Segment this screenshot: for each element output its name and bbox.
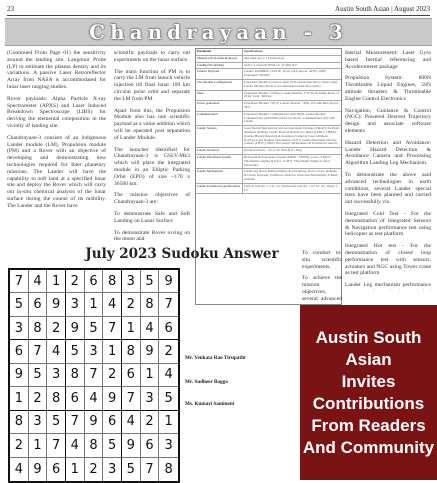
sudoku-cell: 2 [141, 411, 160, 434]
sudoku-cell: 5 [141, 270, 160, 293]
ad-line: And Community [302, 437, 435, 457]
sudoku-cell: 7 [66, 411, 85, 434]
paragraph: Integrated Cold Test - For the demonstration of Integrated Sensors & Navigation performance test using helicopter as test platform [345, 210, 431, 238]
spec-key: Lander Mechanisms [196, 169, 243, 182]
article-title: Chandrayaan - 3 [89, 20, 348, 44]
spec-value: Reaction wheels – 4 nos (10 Nms & 0.1 Nm) [244, 148, 302, 153]
paragraph: To demonstrate Rover roving on the moon and [114, 229, 190, 243]
spec-value: Propulsion Module: Communicates with IDSN; Lander Module: Communicates with IDSN and Rover; Rover: Communicates only with Lander [244, 111, 336, 124]
paragraph: To demonstrate Safe and Soft Landing on Lunar Surface [114, 210, 190, 224]
ad-line: From Readers [311, 415, 426, 435]
sudoku-cell: 8 [29, 317, 48, 340]
sudoku-cell: 1 [47, 270, 66, 293]
sudoku-cell: 3 [141, 387, 160, 410]
sudoku-cell: 8 [85, 434, 104, 457]
paragraph: To demonstrate the above said advanced technologies in earth conditions, several Lander special tests have been planned and carried out successfully viz. [345, 171, 431, 206]
sudoku-cell: 8 [141, 293, 160, 316]
spec-header-row [196, 49, 341, 56]
spec-row [196, 80, 341, 91]
paragraph: Apart from this, the Propulsion Module also has one scientific payload as a value addition which will be operated post separation of Lander Module. [114, 107, 190, 141]
sudoku-cell: 6 [10, 340, 29, 363]
sudoku-cell: 4 [85, 387, 104, 410]
sudoku-cell: 8 [122, 340, 141, 363]
sudoku-cell: 4 [141, 317, 160, 340]
spec-row [196, 148, 341, 155]
sudoku-cell: 5 [159, 387, 178, 410]
sudoku-cell: 2 [29, 387, 48, 410]
sudoku-cell: 8 [66, 364, 85, 387]
sudoku-cell: 3 [29, 411, 48, 434]
spec-value: Propulsion Module: 2148 kg; Lander Module: 1752 kg including Rover of 26 kg; Total: 3900 kg [244, 90, 339, 99]
spec-value: Lander: RAMBHA, ChaSTE, ILSA, LRA; Rover: APXS, LIBS; Propulsion: SHAPE [244, 69, 327, 78]
spec-key: Science Payloads [196, 69, 243, 79]
spec-row [196, 169, 341, 183]
spec-value: Laser Inertial Referencing and Accelerometer Package (LIRAP); Ka-Band Altimeter (KaRA); Lander Position Detection Camera (LPDC); LHDAC (Lander Hazard Detection & Avoidance Camera); Laser Altimeter (LASA); Laser Doppler Velocimeter (LDV); Lander Horizontal Velocity Camera (LHVC); Micro Star sensor; Inclinometer & Touchdown sensors [244, 126, 339, 146]
paragraph: Navigation, Guidance & Control (NGC): Powered Descent Trajectory design and associate software elements [345, 107, 431, 134]
sudoku-cell: 1 [29, 434, 48, 457]
spec-key: Communication [196, 112, 243, 125]
spec-key: Lander Actuators [196, 148, 243, 154]
paragraph: The launcher identified for Chandrayaan-3 is GSLV-Mk3 which will place the integrated module in an Elliptic Parking Orbit (EPO) of size ~170 x 36500 km. [114, 146, 190, 187]
sudoku-cell: 5 [10, 293, 29, 316]
sudoku-cell: 7 [103, 317, 122, 340]
spec-header-left: Parameter [196, 49, 243, 55]
winner-name: Mr. Sudheer Bagga [185, 379, 228, 385]
ad-line: Austin South Asian [315, 327, 422, 369]
paragraph: Lander Leg mechanism performance [345, 282, 431, 289]
sudoku-cell: 4 [159, 364, 178, 387]
sudoku-cell: 2 [122, 293, 141, 316]
contribution-ad [300, 305, 437, 480]
sudoku-cell: 1 [10, 387, 29, 410]
sudoku-cell: 6 [47, 458, 66, 481]
spec-value: Vertical velocity: ≤ 2 m / sec; Horizontal velocity: ≤ 0.5 m / sec; Slope: ≤ 12° [244, 183, 338, 192]
page-number: 23 [7, 5, 14, 13]
winner-name: Mr. Venkata Rao Tirupathi [185, 355, 246, 361]
page-header [7, 2, 430, 16]
spec-key: Lander Touchdown specifications [196, 184, 243, 194]
paragraph: Propulsion System: 800N Throttleable Liquid Engines, 58N attitude thrusters & Throttleable Engine Control Electronics [345, 75, 431, 102]
sudoku-cell: 2 [159, 340, 178, 363]
sudoku-cell: 7 [122, 387, 141, 410]
sudoku-cell: 5 [47, 411, 66, 434]
spec-value: Lander leg; Rover Ramp (Primary & Secondary); Rover; ILSA, Rambha & Chaste Payloads; Umbilical connector Protection Mechanism; X-Band Antenna [244, 169, 338, 181]
sudoku-cell: 3 [66, 293, 85, 316]
spec-value: One lunar day (~14 Earth days) [244, 55, 285, 60]
sudoku-cell: 8 [47, 387, 66, 410]
winner-name: Ms. Kumari Samineni [185, 401, 235, 407]
spec-key: Mission Life (Lander & Rover) [196, 56, 243, 62]
spec-row [196, 91, 341, 102]
sudoku-cell: 5 [103, 434, 122, 457]
paragraph: Rover payloads: Alpha Particle X-ray Spectrometer (APXS) and Laser Induced Breakdown Spectroscope (LIBS) for deriving the elemental composition in the vicinity of landing site. [7, 95, 106, 129]
spec-value: Propulsion Module: 758 W; Lander Module: 738W, WS with Bias; Rover: 50W [244, 101, 339, 109]
sudoku-cell: 6 [103, 411, 122, 434]
sudoku-cell: 6 [29, 293, 48, 316]
column-1 [7, 50, 106, 235]
sudoku-cell: 3 [85, 340, 104, 363]
sudoku-cell: 2 [10, 434, 29, 457]
spec-header-right: Specifications [244, 49, 263, 53]
spec-value: Bi-Propellant Propulsion System (MMH + MON3), 4 nos. of 800 N Throttleable engines & 8 nos. of 58 N; Throttleable Engine Control Electronics [244, 154, 331, 167]
sudoku-cell: 6 [122, 364, 141, 387]
spec-value: 4 km x 2.4 km 69.367621 S, 32.348126 E [244, 62, 298, 67]
sudoku-cell: 2 [103, 364, 122, 387]
spec-row [196, 126, 341, 148]
sudoku-cell: 5 [122, 458, 141, 481]
sudoku-cell: 9 [29, 458, 48, 481]
sudoku-title: July 2023 Sudoku Answer [85, 246, 279, 262]
sudoku-cell: 7 [159, 293, 178, 316]
spec-key: Lander Sensors [196, 126, 243, 147]
sudoku-cell: 9 [122, 434, 141, 457]
sudoku-cell: 9 [66, 317, 85, 340]
spec-row [196, 112, 341, 126]
sudoku-cell: 6 [85, 270, 104, 293]
sudoku-cell: 5 [85, 317, 104, 340]
paragraph: (Continued From Page 01) the sensitivity around the landing site, Langmuir Probe (LP) to estimate the plasma density and its variations. A passive Laser Retroreflector Array from NASA is accommodated for lunar laser ranging studies. [7, 50, 106, 90]
sudoku-cell: 6 [66, 387, 85, 410]
sudoku-cell: 9 [85, 411, 104, 434]
paragraph: The mission objectives of Chandrayaan-3 are: [114, 192, 190, 206]
sudoku-cell: 7 [10, 270, 29, 293]
spec-key: Mass [196, 91, 243, 101]
paragraph: Inertial Measurement: Laser Gyro based Inertial referencing and Accelerometer package [345, 50, 431, 70]
sudoku-cell: 3 [103, 458, 122, 481]
sudoku-cell: 1 [122, 317, 141, 340]
sudoku-grid [8, 268, 180, 483]
paragraph: To achieve the mission objectives, several advanced [302, 275, 342, 302]
sudoku-cell: 8 [103, 270, 122, 293]
sudoku-cell: 5 [29, 364, 48, 387]
paragraph: To conduct in-situ scientific experiments. [302, 250, 342, 270]
sudoku-cell: 3 [47, 364, 66, 387]
sudoku-cell: 1 [159, 411, 178, 434]
sudoku-cell: 1 [85, 293, 104, 316]
sudoku-cell: 6 [159, 317, 178, 340]
paragraph: Integrated Hot test - For the demonstration of closed loop performance test with sensors, actuators and NGC using Tower crane as test platform [345, 243, 431, 277]
sudoku-cell: 7 [141, 458, 160, 481]
spec-key: Lander Propulsion System [196, 155, 243, 168]
header-rule [7, 15, 430, 16]
sudoku-cell: 4 [10, 458, 29, 481]
spec-row [196, 69, 341, 80]
sudoku-cell: 3 [122, 270, 141, 293]
sudoku-cell: 7 [85, 364, 104, 387]
sudoku-cell: 2 [66, 270, 85, 293]
spec-key: Landing Site (Prime) [196, 63, 243, 69]
sudoku-cell: 9 [103, 387, 122, 410]
sudoku-cell: 3 [159, 434, 178, 457]
sudoku-cell: 2 [85, 458, 104, 481]
spec-rows [196, 56, 341, 195]
sudoku-cell: 1 [103, 340, 122, 363]
sudoku-cell: 4 [103, 293, 122, 316]
spec-row [196, 155, 341, 169]
column-3 [302, 250, 342, 302]
spec-value: Propulsion Module (Carries Lander from launch injection to Lunar orbit); Lander Module (Rover is accommodated inside the Lander) [244, 79, 339, 88]
sudoku-cell: 8 [10, 411, 29, 434]
sudoku-cell: 5 [66, 340, 85, 363]
spec-row [196, 56, 341, 63]
sudoku-cell: 2 [47, 317, 66, 340]
sudoku-cell: 3 [10, 317, 29, 340]
spec-row [196, 184, 341, 195]
sudoku-cell: 9 [47, 293, 66, 316]
ad-line: Invites Contributions [312, 371, 425, 413]
paragraph: Hazard Detection and Avoidance: Lander Hazard Detection & Avoidance Camera and Processing Algorithm Landing Leg Mechanism. [345, 139, 431, 167]
paragraph: scientific payloads to carry out experiments on the lunar surface. [114, 50, 190, 63]
sudoku-cell: 4 [66, 434, 85, 457]
sudoku-cell: 7 [47, 434, 66, 457]
spec-row [196, 101, 341, 112]
article-banner [5, 18, 432, 46]
spec-row [196, 63, 341, 70]
sudoku-cell: 7 [29, 340, 48, 363]
sudoku-cell: 1 [66, 458, 85, 481]
sudoku-cell: 4 [122, 411, 141, 434]
sudoku-cell: 9 [10, 364, 29, 387]
sudoku-cell: 1 [141, 364, 160, 387]
sudoku-cell: 4 [47, 340, 66, 363]
spec-key: Two Module Configuration [196, 80, 243, 90]
sudoku-cell: 6 [141, 434, 160, 457]
paragraph: The main function of PM is to carry the LM from launch vehicle injection till final lunar 100 km circular polar orbit and separate the LM from PM. [114, 68, 190, 102]
sudoku-cell: 9 [159, 270, 178, 293]
paragraph: Chandrayaan-3 consists of an indigenous Lander module (LM), Propulsion module (PM) and a Rover with an objective of developing and demonstrating new technologies required for Inter planetary missions. The Lander will have the capability to soft land at a specified lunar site and deploy the Rover which will carry out in-situ chemical analysis of the lunar surface during the course of its mobility. The Lander and the Rover have [7, 134, 106, 209]
publication-name: Austin South Asian | August 2023 [335, 5, 430, 13]
column-4 [345, 50, 431, 290]
spec-key: Power generation [196, 101, 243, 111]
sudoku-cell: 9 [141, 340, 160, 363]
sudoku-cell: 8 [164, 461, 173, 477]
sudoku-cell: 4 [29, 270, 48, 293]
